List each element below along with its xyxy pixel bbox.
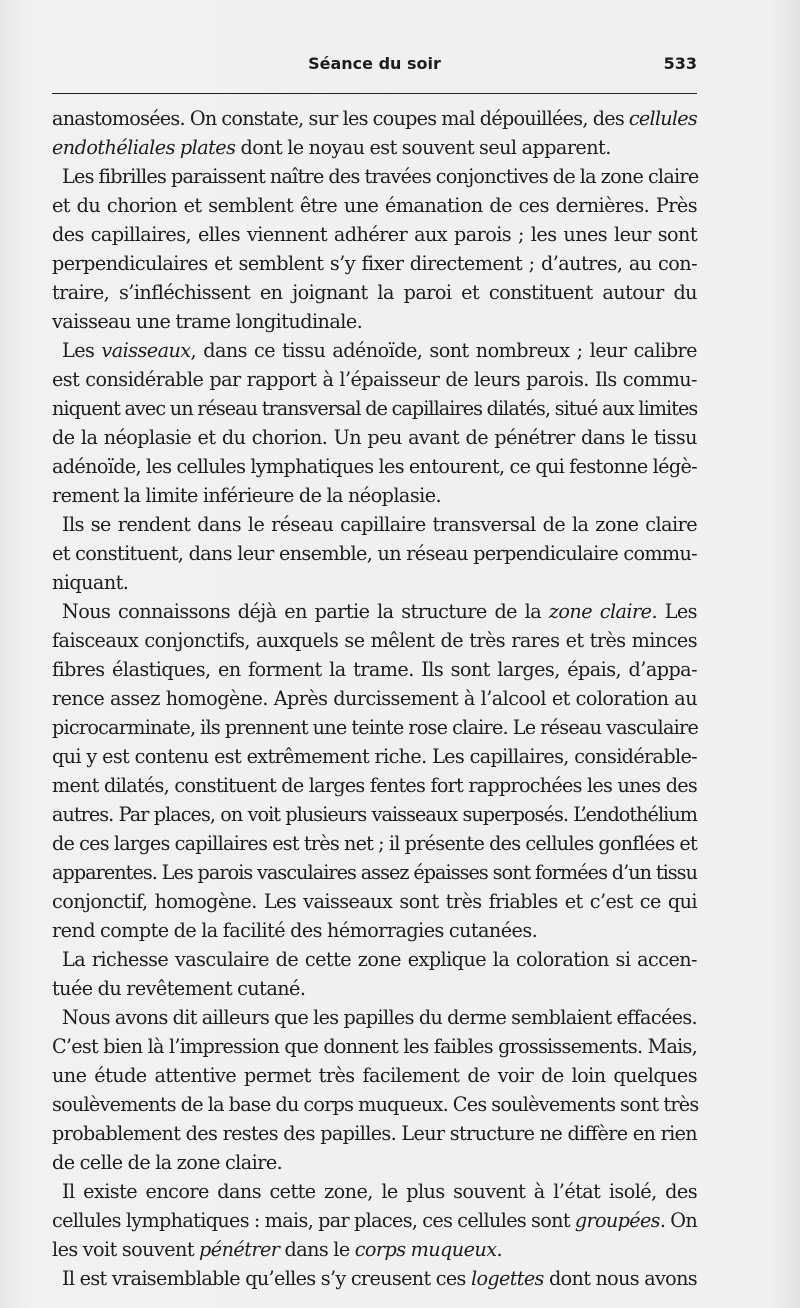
page-number: 533 — [663, 54, 697, 73]
text-line — [52, 1206, 697, 1235]
running-head: Séance du soir — [308, 54, 441, 73]
text-segment: dont nous avons — [543, 1267, 697, 1290]
text-segment: . Les — [651, 600, 697, 623]
text-segment: La richesse vasculaire de cette zone explique la coloration si accen- — [62, 948, 697, 971]
text-line — [52, 1003, 697, 1032]
text-line — [52, 452, 697, 481]
text-segment: des capillaires, elles viennent adhérer aux parois ; les unes leur sont — [52, 223, 697, 246]
text-segment: probablement des restes des papilles. Leur structure ne diffère en rien — [52, 1122, 697, 1145]
text-segment: soulèvements de la base du corps muqueux. Ces soulèvements sont très — [52, 1093, 699, 1116]
text-segment: rement la limite inférieure de la néoplasie. — [52, 484, 442, 507]
text-line — [52, 858, 697, 887]
text-line — [52, 742, 697, 771]
text-segment: et du chorion et semblent être une émanation de ces dernières. Près — [52, 194, 697, 217]
text-segment: tuée du revêtement cutané. — [52, 977, 306, 1000]
text-segment: adénoïde, les cellules lymphatiques les entourent, ce qui festonne légè- — [52, 455, 697, 478]
text-line — [52, 1032, 697, 1061]
italic-text: vaisseaux — [101, 339, 191, 362]
italic-text: zone claire — [548, 600, 652, 623]
text-segment: les voit souvent — [52, 1238, 200, 1261]
text-segment: niquent avec un réseau transversal de capillaires dilatés, situé aux limites — [52, 397, 698, 420]
text-line — [52, 597, 697, 626]
text-line — [52, 1119, 697, 1148]
text-line — [52, 162, 697, 191]
italic-text: endothéliales plates — [52, 136, 236, 159]
text-line — [52, 539, 697, 568]
text-segment: dont le noyau est souvent seul apparent. — [235, 136, 611, 159]
text-line — [52, 278, 697, 307]
text-line — [52, 626, 697, 655]
text-line — [52, 887, 697, 916]
text-line — [52, 945, 697, 974]
text-line — [52, 1264, 697, 1293]
text-line — [52, 771, 697, 800]
text-segment: anastomosées. On constate, sur les coupes mal dépouillées, des — [52, 107, 629, 130]
text-segment: Il est vraisemblable qu’elles s’y creusent ces — [62, 1267, 471, 1290]
text-segment: une étude attentive permet très facilement de voir de loin quelques — [52, 1064, 697, 1087]
text-line — [52, 481, 697, 510]
text-segment: , dans ce tissu adénoïde, sont nombreux ; leur calibre — [190, 339, 697, 362]
text-segment: . On — [659, 1209, 698, 1232]
text-segment: traire, s’infléchissent en joignant la paroi et constituent autour du — [52, 281, 697, 304]
italic-text: groupées — [574, 1209, 660, 1232]
text-line — [52, 1235, 697, 1264]
text-segment: dans le — [279, 1238, 355, 1261]
text-segment: est considérable par rapport à l’épaisseur de leurs parois. Ils commu- — [52, 368, 697, 391]
text-line — [52, 510, 697, 539]
header-rule — [52, 93, 697, 94]
text-segment: conjonctif, homogène. Les vaisseaux sont très friables et c’est ce qui — [52, 890, 697, 913]
text-line — [52, 1061, 697, 1090]
text-segment: cellules lymphatiques : mais, par places, ces cellules sont — [52, 1209, 575, 1232]
text-segment: Il existe encore dans cette zone, le plus souvent à l’état isolé, des — [62, 1180, 697, 1203]
text-line — [52, 829, 697, 858]
text-line — [52, 1148, 697, 1177]
text-line — [52, 336, 697, 365]
text-segment: rend compte de la facilité des hémorragies cutanées. — [52, 919, 538, 942]
text-line — [52, 713, 697, 742]
text-segment: Les — [62, 339, 102, 362]
text-line — [52, 394, 697, 423]
body-text — [52, 104, 697, 1293]
text-line — [52, 800, 697, 829]
text-segment: picrocarminate, ils prennent une teinte rose claire. Le réseau vasculaire — [52, 716, 699, 739]
text-segment: de celle de la zone claire. — [52, 1151, 283, 1174]
text-segment: et constituent, dans leur ensemble, un réseau perpendiculaire commu- — [52, 542, 697, 565]
text-segment: perpendiculaires et semblent s’y fixer directement ; d’autres, au con- — [52, 252, 697, 275]
text-segment: Nous avons dit ailleurs que les papilles du derme semblaient effacées. — [62, 1006, 697, 1029]
italic-text: logettes — [470, 1267, 544, 1290]
text-line — [52, 191, 697, 220]
text-segment: autres. Par places, on voit plusieurs vaisseaux superposés. L’endothélium — [52, 803, 697, 826]
text-segment: Nous connaissons déjà en partie la structure de la — [62, 600, 549, 623]
text-line — [52, 307, 697, 336]
italic-text: cellules — [628, 107, 697, 130]
text-line — [52, 684, 697, 713]
text-segment: ment dilatés, constituent de larges fentes fort rapprochées les unes des — [52, 774, 697, 797]
text-segment: C’est bien là l’impression que donnent les faibles grossissements. Mais, — [52, 1035, 697, 1058]
text-segment: de ces larges capillaires est très net ; il présente des cellules gonflées et — [52, 832, 697, 855]
text-line — [52, 916, 697, 945]
text-segment: Ils se rendent dans le réseau capillaire transversal de la zone claire — [62, 513, 697, 536]
text-line — [52, 423, 697, 452]
text-segment: niquant. — [52, 571, 129, 594]
text-segment: apparentes. Les parois vasculaires assez épaisses sont formées d’un tissu — [52, 861, 697, 884]
text-line — [52, 249, 697, 278]
text-line — [52, 220, 697, 249]
text-line — [52, 568, 697, 597]
text-line — [52, 365, 697, 394]
text-line — [52, 104, 697, 133]
text-segment: Les fibrilles paraissent naître des travées conjonctives de la zone claire — [62, 165, 699, 188]
text-line — [52, 655, 697, 684]
text-segment: rence assez homogène. Après durcissement à l’alcool et coloration au — [52, 687, 697, 710]
page-header — [52, 54, 697, 80]
italic-text: corps muqueux — [354, 1238, 497, 1261]
text-line — [52, 1177, 697, 1206]
text-segment: vaisseau une trame longitudinale. — [52, 310, 363, 333]
text-segment: qui y est contenu est extrêmement riche. Les capillaires, considérable- — [52, 745, 697, 768]
text-line — [52, 1090, 697, 1119]
text-segment: fibres élastiques, en forment la trame. Ils sont larges, épais, d’appa- — [52, 658, 697, 681]
text-segment: de la néoplasie et du chorion. Un peu avant de pénétrer dans le tissu — [52, 426, 697, 449]
text-segment: . — [496, 1238, 503, 1261]
text-line — [52, 974, 697, 1003]
italic-text: pénétrer — [199, 1238, 280, 1261]
text-line — [52, 133, 697, 162]
text-segment: faisceaux conjonctifs, auxquels se mêlent de très rares et très minces — [52, 629, 697, 652]
